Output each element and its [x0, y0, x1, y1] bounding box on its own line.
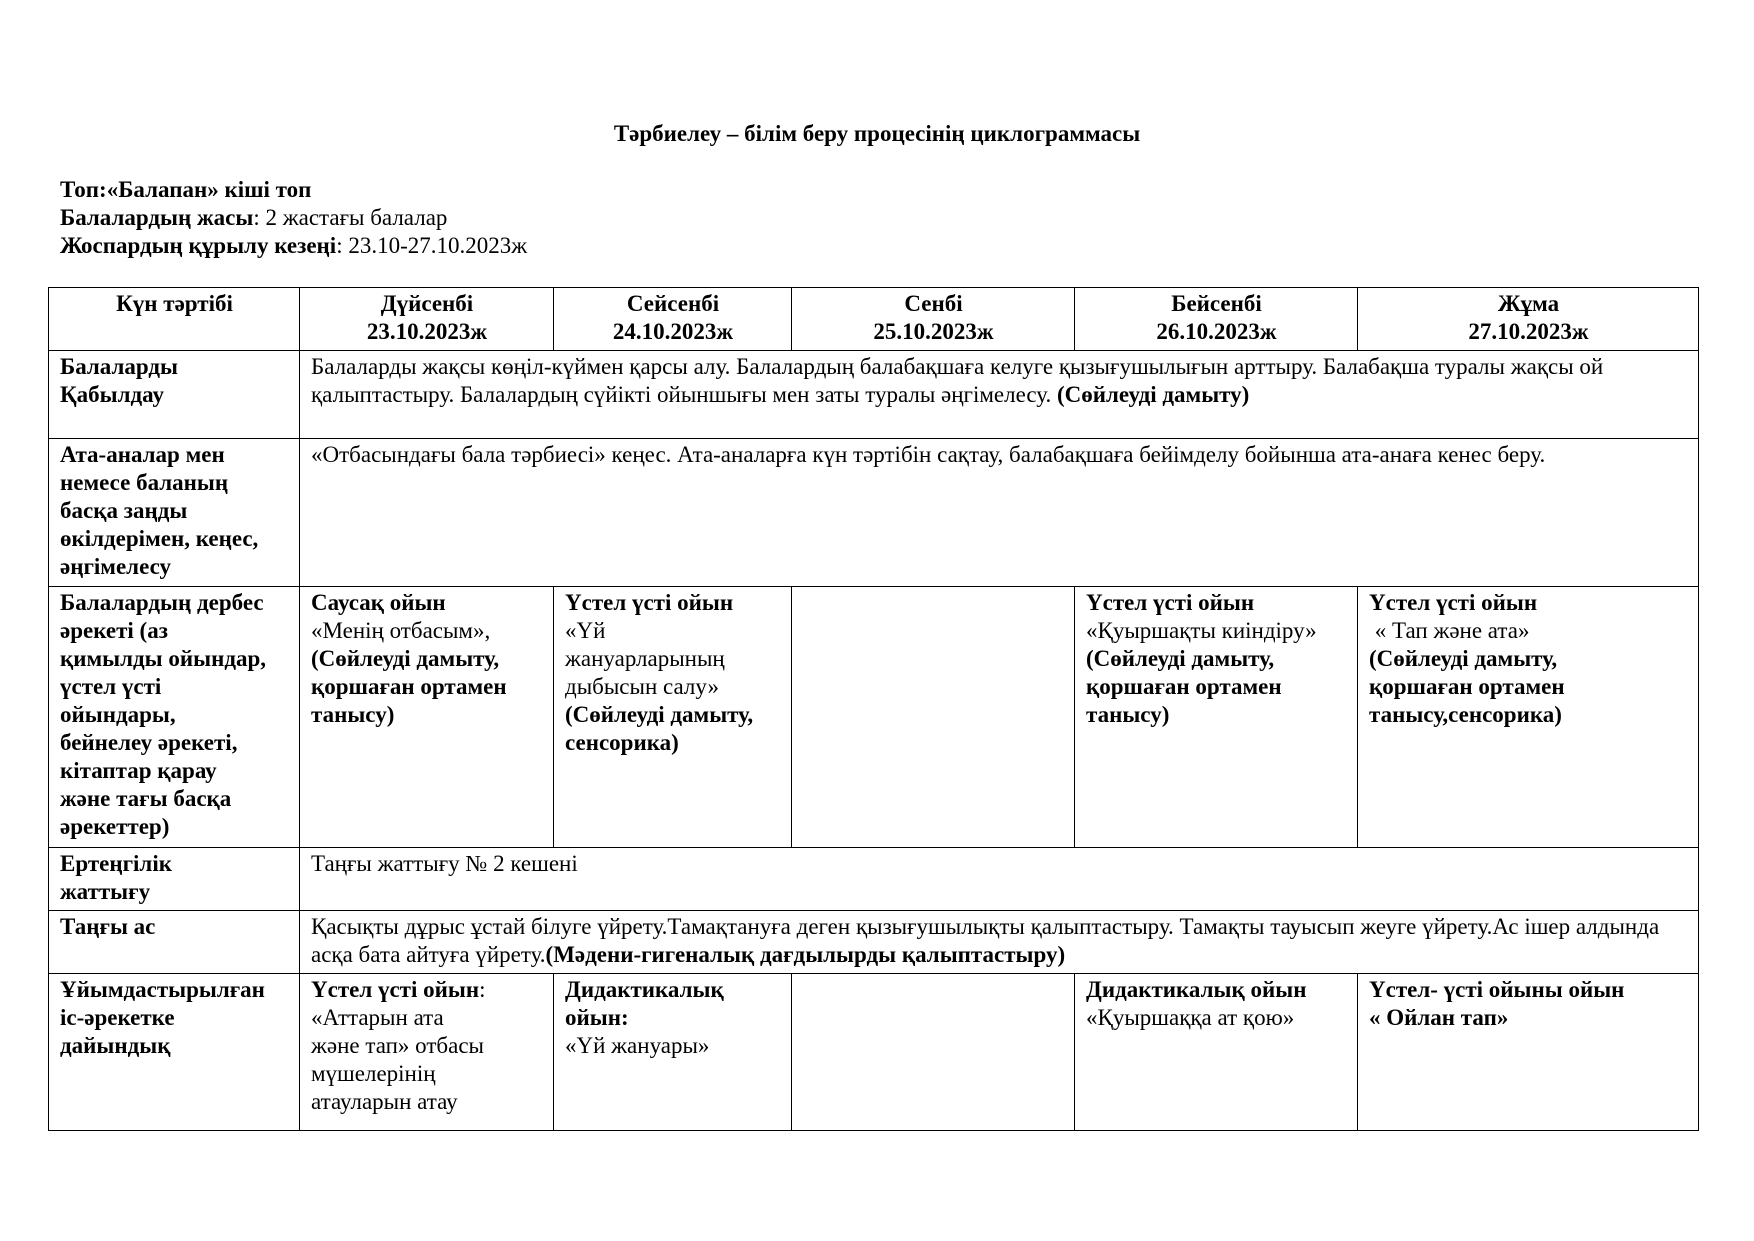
table-row	[49, 587, 1699, 848]
independent-monday: Саусақ ойын «Менің отбасым», (Сөйлеуді дамыту, қоршаған ортамен танысу)	[300, 587, 554, 848]
group-line	[60, 176, 527, 204]
age-label: Балалардың жасы	[60, 205, 254, 230]
period-label: Жоспардың құрылу кезеңі	[60, 233, 337, 258]
document-title: Тәрбиелеу – білім беру процесінің циклограммасы	[613, 121, 1141, 146]
row-label-independent: Балалардың дербес әрекеті (аз қимылды ойындар, үстел үсті ойындары, бейнелеу әрекеті, кітаптар қарау және тағы басқа әрекеттер)	[49, 587, 300, 848]
table-row	[49, 848, 1699, 911]
prep-wednesday	[792, 974, 1075, 1131]
group-label: Топ:	[60, 177, 107, 202]
independent-wednesday	[792, 587, 1075, 848]
row-label-parents: Ата-аналар мен немесе баланың басқа заңды өкілдерімен, кеңес, әңгімелесу	[49, 439, 300, 587]
period-value: : 23.10-27.10.2023ж	[336, 233, 528, 258]
age-value: : 2 жастағы балалар	[253, 205, 448, 230]
table-row	[49, 911, 1699, 974]
row-label-breakfast: Таңғы ас	[49, 911, 300, 974]
independent-tuesday: Үстел үсті ойын «Үй жануарларының дыбысын салу» (Сөйлеуді дамыту, сенсорика)	[554, 587, 792, 848]
group-value: «Балапан» кіші топ	[106, 177, 312, 202]
prep-friday: Үстел- үсті ойыны ойын « Ойлан тап»	[1358, 974, 1699, 1131]
row-label-reception: Балаларды Қабылдау	[49, 351, 300, 439]
row-label-exercise: Ертеңгілік жаттығу	[49, 848, 300, 911]
schedule-table	[48, 287, 1699, 1131]
prep-tuesday: Дидактикалық ойын: «Үй жануары»	[554, 974, 792, 1131]
header-daily-routine: Күн тәртібі	[49, 288, 300, 351]
document-meta	[60, 176, 527, 260]
table-row	[49, 351, 1699, 439]
table-row	[49, 974, 1699, 1131]
table-row	[49, 439, 1699, 587]
period-line	[60, 232, 527, 260]
prep-monday: Үстел үсті ойын: «Аттарын ата және тап» отбасы мүшелерінің атауларын атау	[300, 974, 554, 1131]
header-day-wednesday: Сенбі 25.10.2023ж	[792, 288, 1075, 351]
parents-text: «Отбасындағы бала тәрбиесі» кеңес. Ата-аналарға күн тәртібін сақтау, балабақшаға бейімделу бойынша ата-анаға кенес беру.	[300, 439, 1699, 587]
independent-friday: Үстел үсті ойын « Тап және ата» (Сөйлеуді дамыту, қоршаған ортамен танысу,сенсорика)	[1358, 587, 1699, 848]
header-day-thursday: Бейсенбі 26.10.2023ж	[1075, 288, 1358, 351]
independent-thursday: Үстел үсті ойын «Қуыршақты киіндіру» (Сөйлеуді дамыту, қоршаған ортамен танысу)	[1075, 587, 1358, 848]
header-day-friday: Жұма 27.10.2023ж	[1358, 288, 1699, 351]
age-line	[60, 204, 527, 232]
header-row	[49, 288, 1699, 351]
header-day-tuesday: Сейсенбі 24.10.2023ж	[554, 288, 792, 351]
breakfast-text: Қасықты дұрыс ұстай білуге үйрету.Тамақтануға деген қызығушылықты қалыптастыру. Тамақты тауысып жеуге үйрету.Ас ішер алдында асқа бата айтуға үйрету.(Мәдени-гигеналық дағдылырды қалыптастыру)	[300, 911, 1699, 974]
header-day-monday: Дүйсенбі 23.10.2023ж	[300, 288, 554, 351]
exercise-text: Таңғы жаттығу № 2 кешені	[300, 848, 1699, 911]
prep-thursday: Дидактикалық ойын «Қуыршаққа ат қою»	[1075, 974, 1358, 1131]
row-label-prep: Ұйымдастырылған іс-әрекетке дайындық	[49, 974, 300, 1131]
reception-text: Балаларды жақсы көңіл-күймен қарсы алу. Балалардың балабақшаға келуге қызығушылығын арттыру. Балабақша туралы жақсы ой қалыптастыру. Балалардың сүйікті ойыншығы мен заты туралы әңгімелесу. (Сөйлеуді дамыту)	[300, 351, 1699, 439]
